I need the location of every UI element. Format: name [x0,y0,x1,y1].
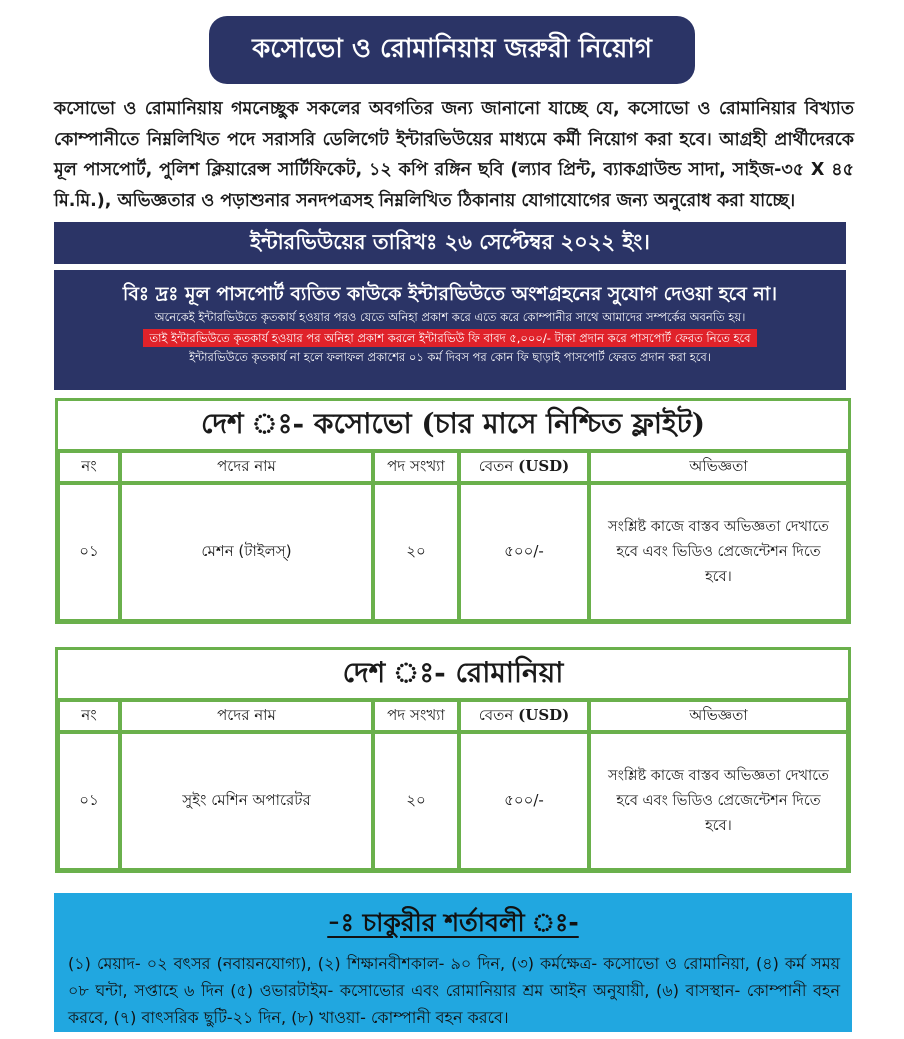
table-header-row [58,451,848,483]
cell-position: সুইং মেশিন অপারেটর [120,732,373,870]
cell-salary: ৫০০/- [459,483,589,621]
country-title: দেশ ঃ- রোমানিয়া [58,650,848,700]
notice-line-2-highlight: তাই ইন্টারভিউতে কৃতকার্য হওয়ার পর অনিহা প্রকাশ করলে ইন্টারভিউ ফি বাবদ ৫,০০০/- টাকা প্রদান করে পাসপোর্ট ফেরত নিতে হবে [143,329,756,347]
cell-experience: সংশ্লিষ্ট কাজে বাস্তব অভিজ্ঞতা দেখাতে হবে এবং ভিডিও প্রেজেন্টেশন দিতে হবে। [589,483,848,621]
header-no: নং [58,451,120,483]
notice-heading: বিঃ দ্রঃ মূল পাসপোর্ট ব্যতিত কাউকে ইন্টারভিউতে অংশগ্রহনের সুযোগ দেওয়া হবে না। [122,283,778,305]
terms-heading: -ঃ চাকুরীর শর্তাবলী ঃ- [327,908,579,937]
intro-paragraph: কসোভো ও রোমানিয়ায় গমনেচ্ছুক সকলের অবগতির জন্য জানানো যাচ্ছে যে, কসোভো ও রোমানিয়ার বিখ্যাত কোম্পানীতে নিম্নলিখিত পদে সরাসরি ডেলিগেট ইন্টারভিউয়ের মাধ্যমে কর্মী নিয়োগ করা হবে। আগ্রহী প্রার্থীদেরকে মূল পাসপোর্ট, পুলিশ ক্লিয়ারেন্স সার্টিফিকেট, ১২ কপি রঙ্গিন ছবি (ল্যাব প্রিন্ট, ব্যাকগ্রাউন্ড সাদা, সাইজ-৩৫ X ৪৫ মি.মি.), অভিজ্ঞতার ও পড়াশুনার সনদপত্রসহ নিম্নলিখিত ঠিকানায় যোগাযোগের জন্য অনুরোধ করা যাচ্ছে। [54,99,854,211]
cell-experience: সংশ্লিষ্ট কাজে বাস্তব অভিজ্ঞতা দেখাতে হবে এবং ভিডিও প্রেজেন্টেশন দিতে হবে। [589,732,848,870]
country-title: দেশ ঃ- কসোভো (চার মাসে নিশ্চিত ফ্লাইট) [58,401,848,451]
header-no: নং [58,700,120,732]
header-salary [459,451,589,483]
table-row [58,732,848,870]
table-header-row [58,700,848,732]
notice-line-3: ইন্টারভিউতে কৃতকার্য না হলে ফলাফল প্রকাশের ০১ কর্ম দিবস পর কোন ফি ছাড়াই পাসপোর্ট ফেরত প্রদান করা হবে। [189,350,711,364]
header-count: পদ সংখ্যা [373,700,459,732]
cell-count: ২০ [373,732,459,870]
jobs-table [58,451,848,621]
header-position: পদের নাম [120,700,373,732]
notice-line-1: অনেকেই ইন্টারভিউতে কৃতকার্য হওয়ার পরও যেতে অনিহা প্রকাশ করে এতে করে কোম্পানীর সাথে আমাদের সম্পর্কের অবনতি হয়। [154,310,746,324]
header-salary-unit: (USD) [518,456,570,475]
country-section-romania [55,647,851,873]
header-salary-label: বেতন [478,456,514,475]
cell-no: ০১ [58,732,120,870]
header-count: পদ সংখ্যা [373,451,459,483]
notice-box [54,270,846,390]
cell-count: ২০ [373,483,459,621]
jobs-table [58,700,848,870]
header-salary-label: বেতন [478,705,514,724]
interview-date-banner: ইন্টারভিউয়ের তারিখঃ ২৬ সেপ্টেম্বর ২০২২ ইং। [54,222,846,264]
header-salary [459,700,589,732]
page-title: কসোভো ও রোমানিয়ায় জরুরী নিয়োগ [209,16,695,84]
title-wrap [0,16,904,84]
header-experience: অভিজ্ঞতা [589,700,848,732]
header-experience: অভিজ্ঞতা [589,451,848,483]
table-row [58,483,848,621]
country-section-kosovo [55,398,851,624]
header-position: পদের নাম [120,451,373,483]
cell-no: ০১ [58,483,120,621]
terms-body: (১) মেয়াদ- ০২ বৎসর (নবায়নযোগ্য), (২) শিক্ষানবীশকাল- ৯০ দিন, (৩) কর্মক্ষেত্র- কসোভো ও রোমানিয়া, (৪) কর্ম সময় ০৮ ঘন্টা, সপ্তাহে ৬ দিন (৫) ওভারটাইম- কসোভোর এবং রোমানিয়ার শ্রম আইন অনুযায়ী, (৬) বাসস্থান- কোম্পানী বহন করবে, (৭) বাৎসরিক ছুটি-২১ দিন, (৮) খাওয়া- কোম্পানী বহন করবে। [68,954,840,1027]
cell-position: মেশন (টাইলস্) [120,483,373,621]
cell-salary: ৫০০/- [459,732,589,870]
terms-box [54,893,852,1032]
header-salary-unit: (USD) [518,705,570,724]
